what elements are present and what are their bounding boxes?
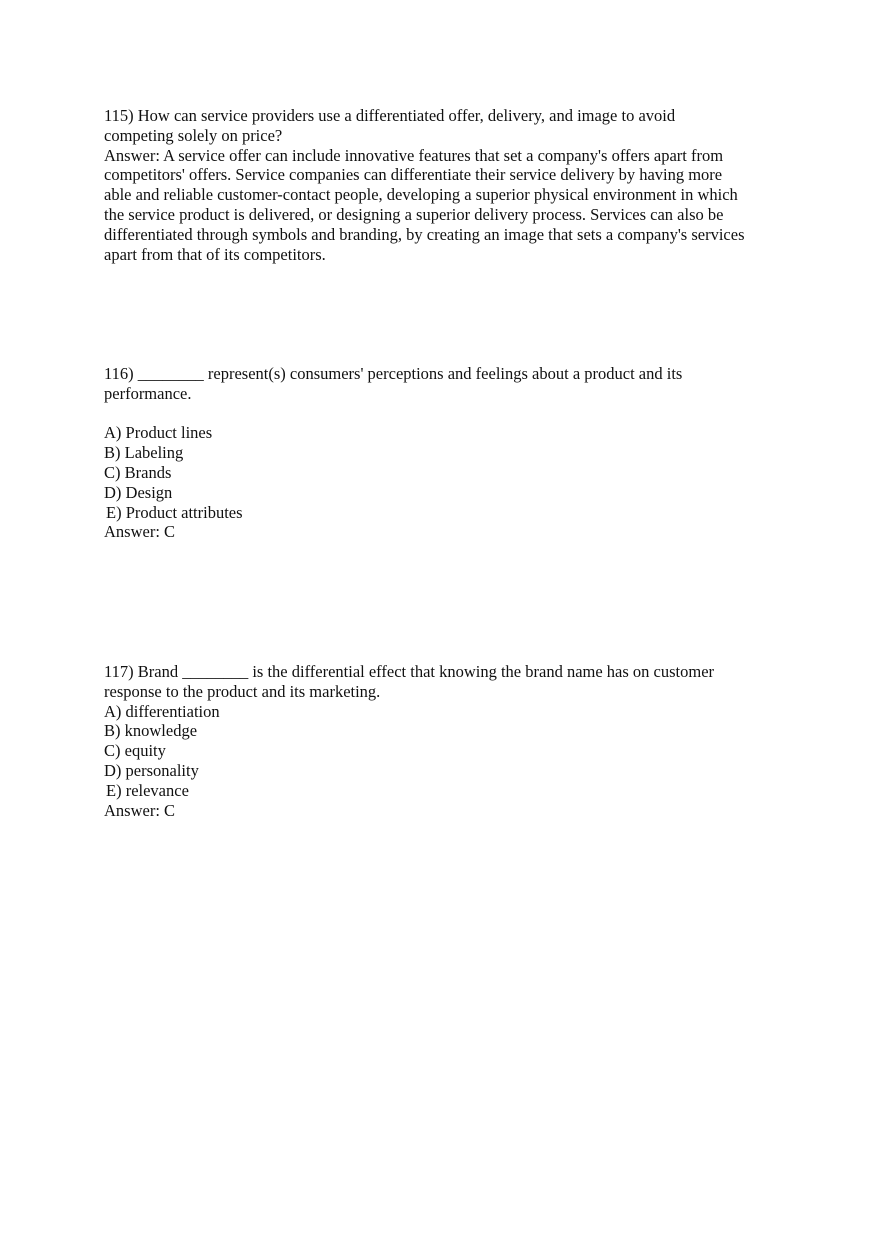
answer-text-line: apart from that of its competitors. [104,244,326,264]
answer-text-line: competitors' offers. Service companies can differentiate their service delivery by having more [104,165,723,185]
answer-option: D) Design [104,482,173,502]
question-text-line: 116) ________ represent(s) consumers' perceptions and feelings about a product and its [104,364,683,383]
spacer [104,404,794,424]
question-115 [104,106,794,264]
question-text-line: 115) How can service providers use a differentiated offer, delivery, and image to avoid [104,106,676,125]
answer-option: A) Product lines [104,423,213,443]
answer-key: Answer: C [104,800,176,820]
answer-option: D) personality [104,760,199,780]
question-text-line: 117) Brand ________ is the differential effect that knowing the brand name has on customer [104,662,715,681]
answer-text-line: Answer: A service offer can include innovative features that set a company's offers apart from [104,145,724,165]
answer-text-line: the service product is delivered, or designing a superior delivery process. Services can also be [104,204,724,224]
answer-text-line: differentiated through symbols and branding, by creating an image that sets a company's services [104,224,745,244]
question-text-line: competing solely on price? [104,125,283,145]
question-117 [104,662,794,820]
answer-key: Answer: C [104,522,176,542]
answer-option: C) equity [104,741,166,761]
answer-option: B) knowledge [104,721,198,741]
answer-option: A) differentiation [104,701,220,721]
answer-option: E) relevance [106,780,189,800]
answer-option: C) Brands [104,462,172,482]
answer-option: B) Labeling [104,443,184,463]
answer-option: E) Product attributes [106,502,243,522]
question-116 [104,364,794,542]
answer-text-line: able and reliable customer-contact people, developing a superior physical environment in which [104,185,738,205]
question-text-line: performance. [104,383,192,403]
question-text-line: response to the product and its marketing. [104,681,381,701]
